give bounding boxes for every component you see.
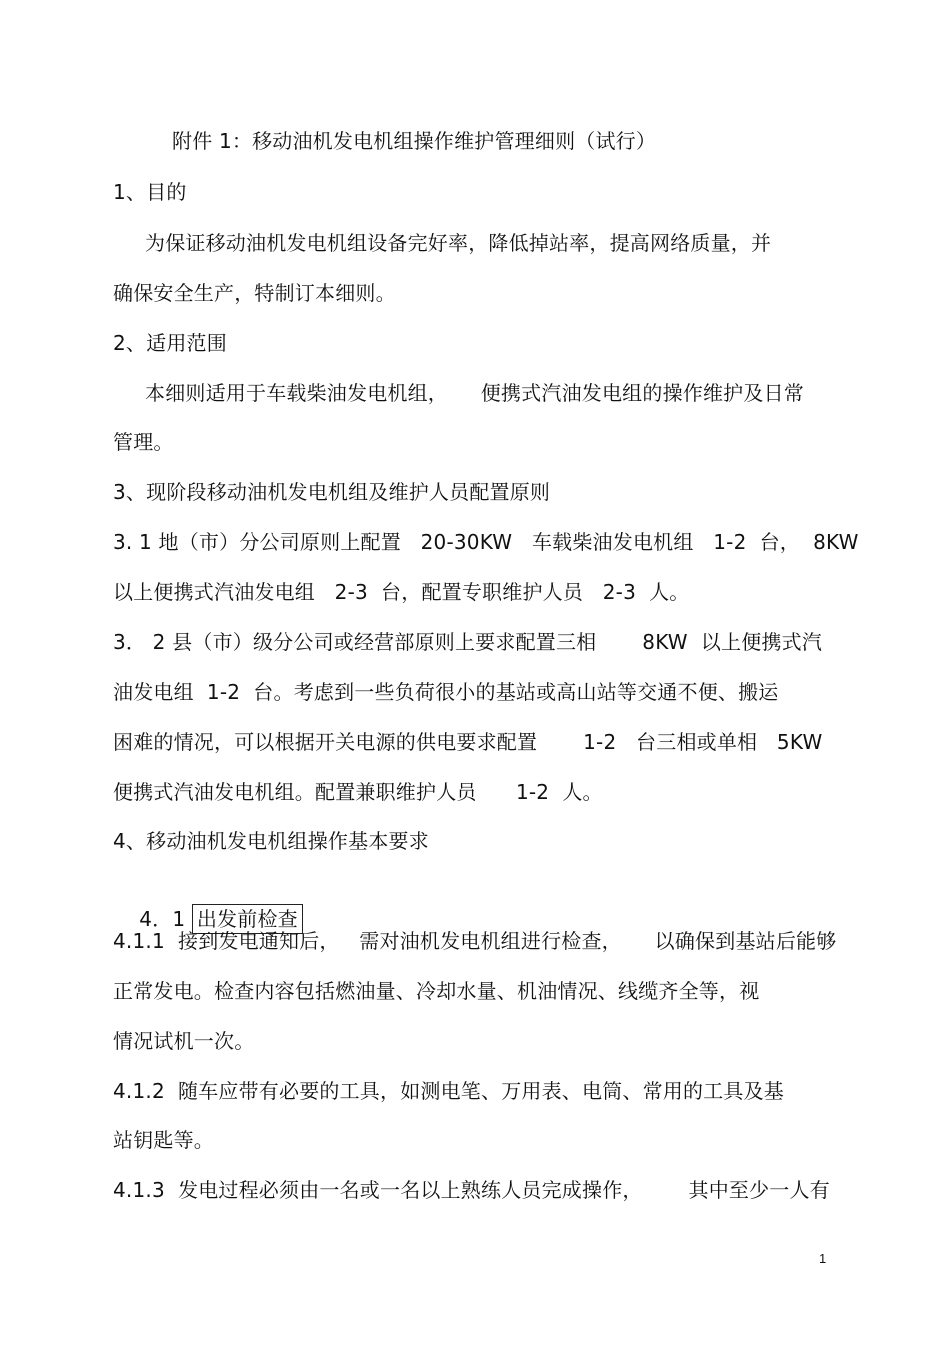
paragraph-line: 4.1.3 发电过程必须由一名或一名以上熟练人员完成操作， 其中至少一人有	[113, 1178, 830, 1202]
paragraph-line: 确保安全生产，特制订本细则。	[113, 281, 396, 305]
page-number: 1	[819, 1251, 827, 1266]
paragraph-line: 正常发电。检查内容包括燃油量、冷却水量、机油情况、线缆齐全等，视	[113, 979, 760, 1003]
paragraph-line: 情况试机一次。	[113, 1029, 255, 1053]
paragraph-line: 便携式汽油发电机组。配置兼职维护人员 1-2 人。	[113, 780, 603, 804]
section-heading: 4、移动油机发电机组操作基本要求	[113, 829, 429, 853]
boxed-subsection-title: 出发前检查	[192, 904, 303, 934]
paragraph-line: 困难的情况，可以根据开关电源的供电要求配置 1-2 台三相或单相 5KW	[113, 730, 823, 754]
paragraph-line: 3． 2 县（市）级分公司或经营部原则上要求配置三相 8KW 以上便携式汽	[113, 630, 823, 654]
section-heading: 1、目的	[113, 180, 187, 204]
paragraph-line: 以上便携式汽油发电组 2-3 台，配置专职维护人员 2-3 人。	[113, 580, 690, 604]
document-title: 附件 1：移动油机发电机组操作维护管理细则（试行）	[172, 129, 657, 153]
paragraph-line: 为保证移动油机发电机组设备完好率，降低掉站率，提高网络质量，并	[145, 231, 772, 255]
section-heading: 2、适用范围	[113, 331, 227, 355]
paragraph-line: 4.1.2 随车应带有必要的工具，如测电笔、万用表、电筒、常用的工具及基	[113, 1079, 785, 1103]
paragraph-line: 4.1.1 接到发电通知后， 需对油机发电机组进行检查， 以确保到基站后能够	[113, 929, 837, 953]
paragraph-line: 管理。	[113, 430, 174, 454]
section-heading: 3、现阶段移动油机发电机组及维护人员配置原则	[113, 480, 551, 504]
paragraph-line: 3. 1 地（市）分公司原则上配置 20-30KW 车载柴油发电机组 1-2 台， 8KW	[113, 530, 859, 554]
subsection-number: 4．1	[139, 907, 192, 931]
paragraph-line: 本细则适用于车载柴油发电机组， 便携式汽油发电组的操作维护及日常	[145, 381, 804, 405]
paragraph-line: 站钥匙等。	[113, 1128, 214, 1152]
paragraph-line: 油发电组 1-2 台。考虑到一些负荷很小的基站或高山站等交通不便、搬运	[113, 680, 779, 704]
